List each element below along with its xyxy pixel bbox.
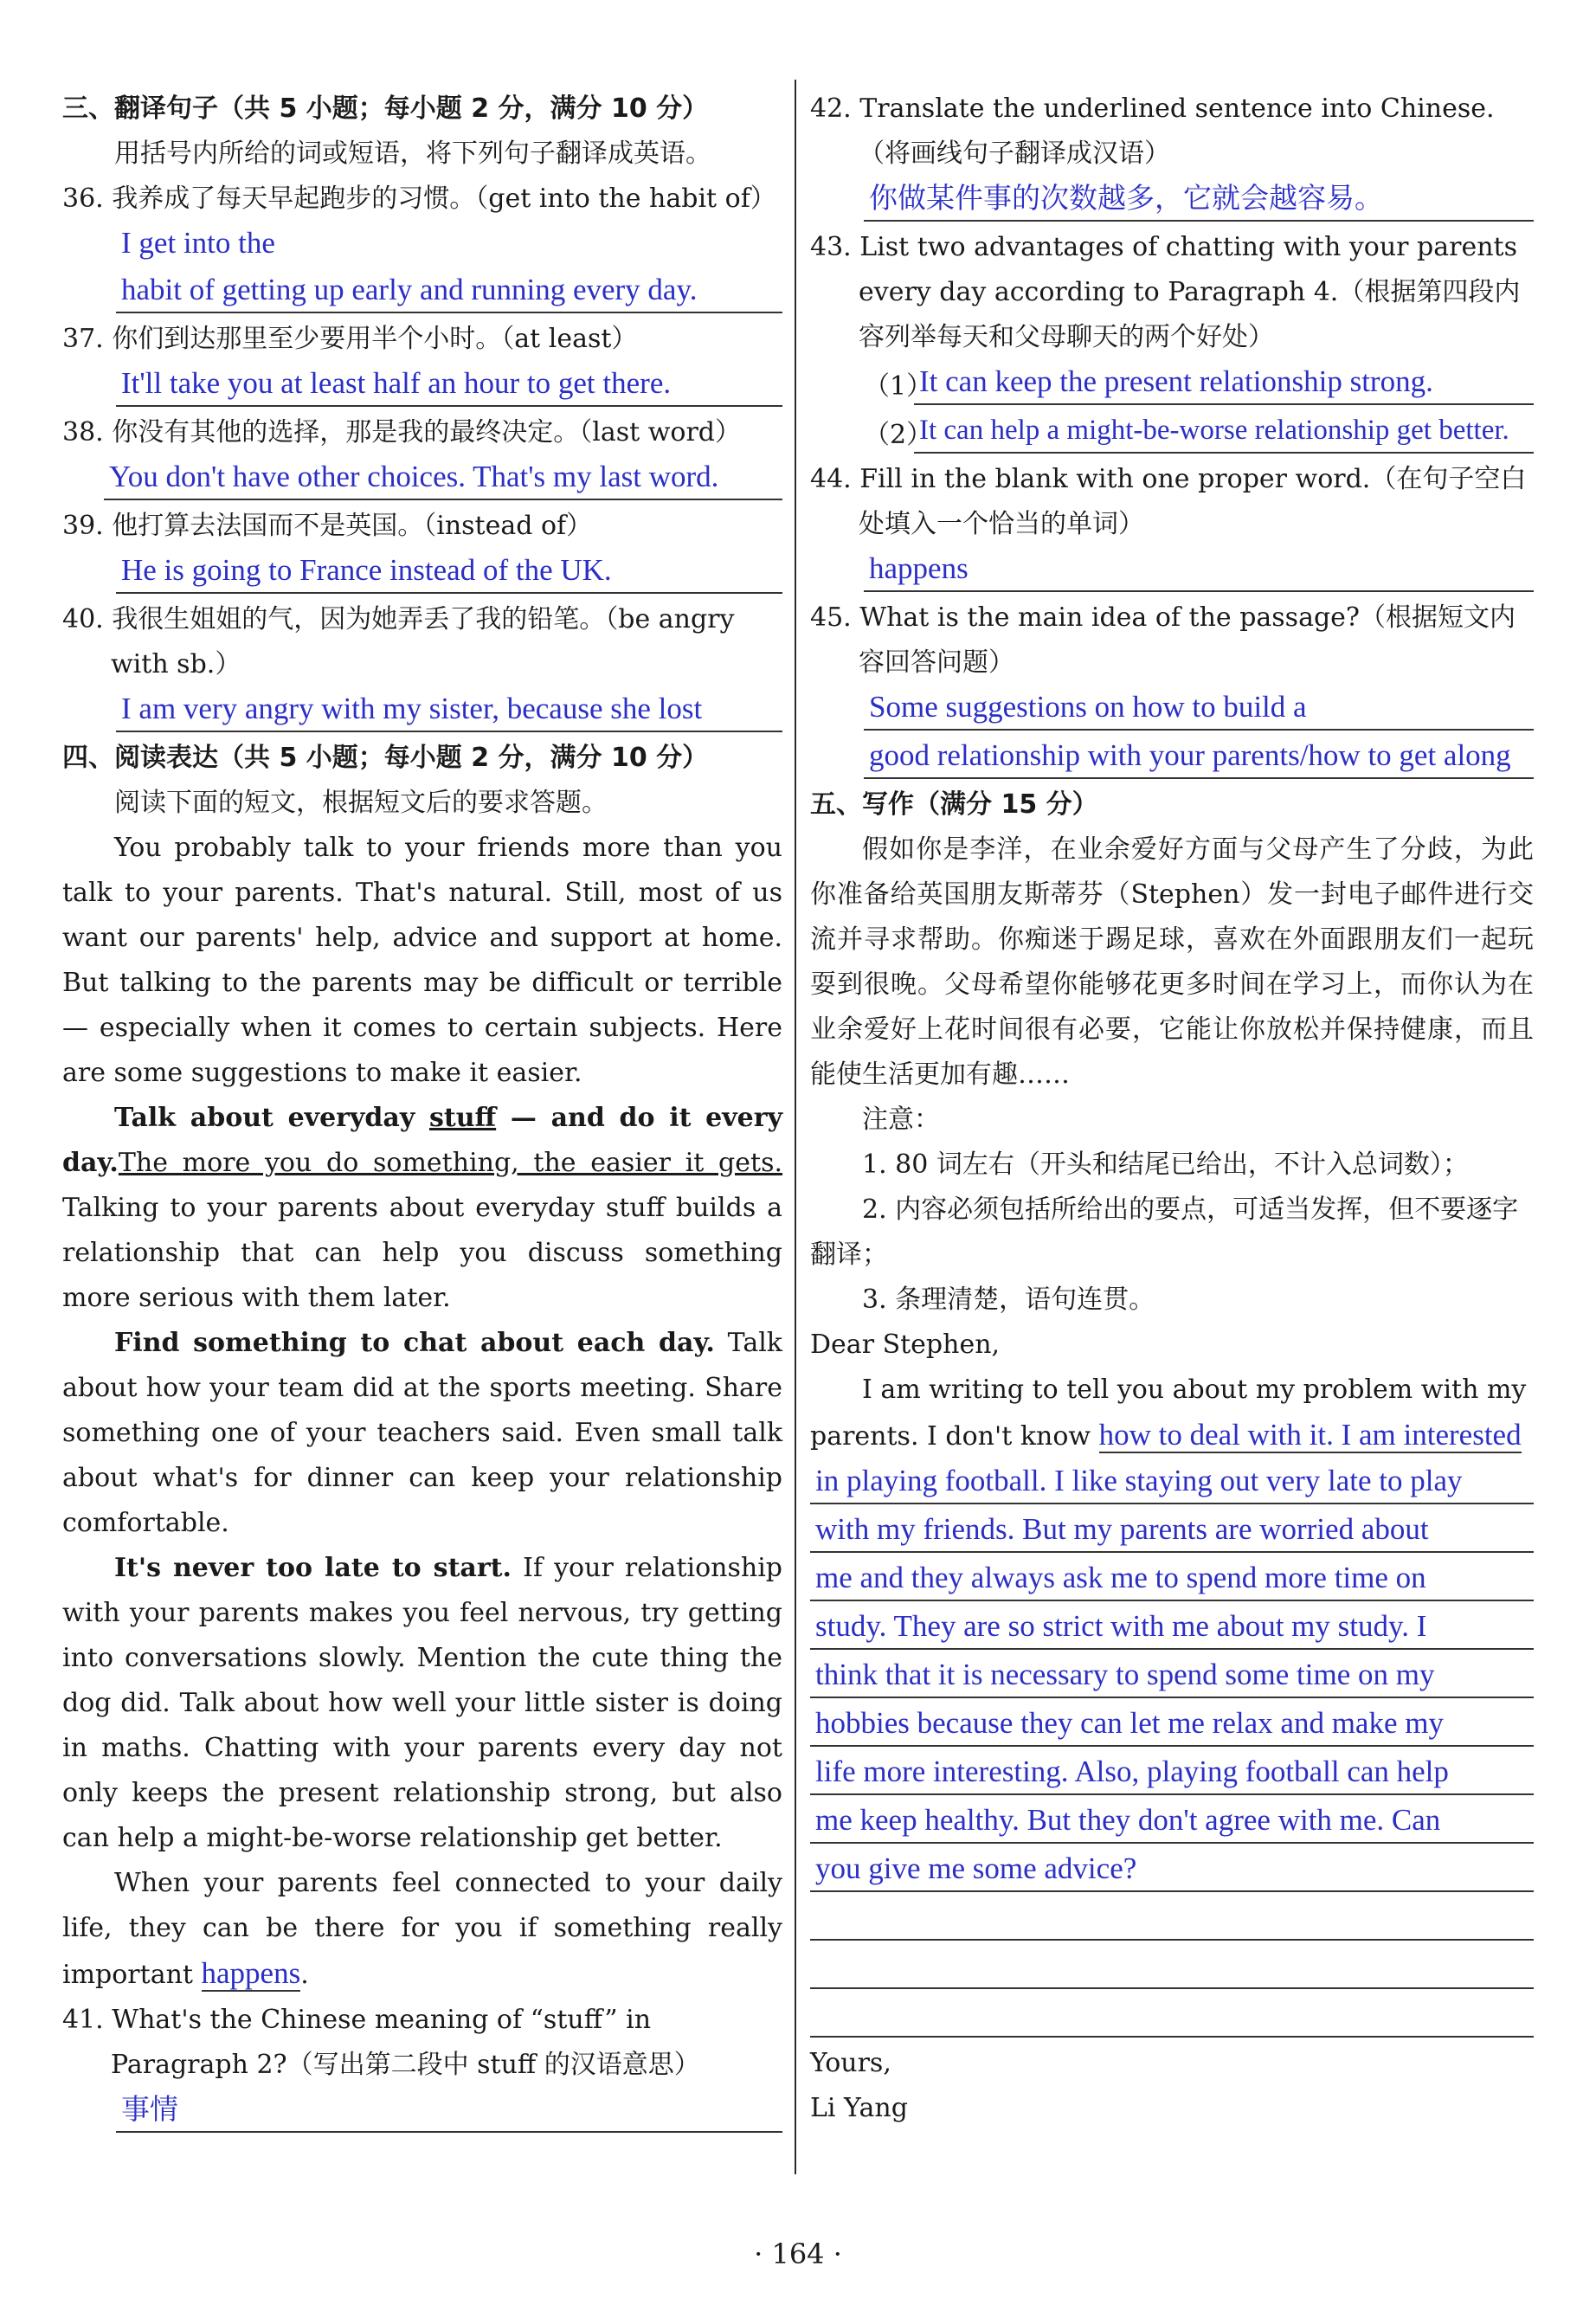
letter-greeting: Dear Stephen, <box>810 1330 1001 1360</box>
underlined-sentence: The more you do something, the easier it gets. <box>118 1148 782 1178</box>
note-3: 3. 条理清楚，语句连贯。 <box>862 1285 1155 1315</box>
letter-signature: Li Yang <box>810 2093 908 2123</box>
question-44: 44. Fill in the blank with one proper word.（在句子空白处填入一个恰当的单词） <box>810 464 1527 539</box>
paragraph-2-heading-b: — and do it every day. <box>62 1103 783 1178</box>
answer-39: He is going to France instead of the UK. <box>116 549 782 594</box>
question-41: 41. What's the Chinese meaning of “stuff” in Paragraph 2?（写出第二段中 stuff 的汉语意思） <box>62 2005 700 2080</box>
answer-36-line1: I get into the <box>121 226 275 260</box>
letter-line: you give me some advice? <box>810 1847 1534 1892</box>
letter-answer-lines <box>810 1459 1534 2038</box>
note-1: 1. 80 词左右（开头和结尾已给出，不计入总词数）； <box>862 1149 1469 1180</box>
stuff-underlined-word: stuff <box>428 1103 497 1133</box>
question-37: 37. 你们到达那里至少要用半个小时。（at least） <box>62 324 638 354</box>
letter-closing: Yours, <box>810 2048 891 2078</box>
empty-writing-line <box>810 1993 1534 2038</box>
question-43: 43. List two advantages of chatting with your parents every day according to Paragraph 4.（根据第四段内容列举每天和父母聊天的两个好处） <box>810 232 1521 352</box>
page-number: · 164 · <box>754 2238 842 2270</box>
answer-44-inline: happens <box>201 1956 301 1990</box>
answer-45-line2: good relationship with your parents/how to get along <box>864 734 1534 779</box>
question-36: 36. 我养成了每天早起跑步的习惯。（get into the habit of） <box>62 184 776 214</box>
empty-writing-line <box>810 1896 1534 1941</box>
answer-43-2: It can help a might-be-worse relationship get better. <box>914 409 1534 454</box>
section3-title: 三、翻译句子（共 5 小题；每小题 2 分，满分 10 分） <box>62 93 709 124</box>
letter-line: life more interesting. Also, playing football can help <box>810 1750 1534 1795</box>
note-2: 2. 内容必须包括所给出的要点，可适当发挥，但不要逐字翻译； <box>810 1194 1519 1270</box>
paragraph-3-heading: Find something to chat about each day. <box>114 1328 715 1358</box>
letter-line: think that it is necessary to spend some time on my <box>810 1653 1534 1698</box>
letter-line: hobbies because they can let me relax and make my <box>810 1702 1534 1747</box>
answer-40: I am very angry with my sister, because she lost <box>116 687 782 732</box>
paragraph-2-heading-a: Talk about everyday <box>114 1103 429 1133</box>
letter-line: with my friends. But my parents are worried about <box>810 1508 1534 1553</box>
question-40: 40. 我很生姐姐的气，因为她弄丢了我的铅笔。（be angry with sb.） <box>62 604 735 679</box>
writing-prompt: 假如你是李洋，在业余爱好方面与父母产生了分歧，为此你准备给英国朋友斯蒂芬（Stephen）发一封电子邮件进行交流并寻求帮助。你痴迷于踢足球，喜欢在外面跟朋友们一起玩耍到很晚。父母希望你能够花更多时间在学习上，而你认为在业余爱好上花时间很有必要，它能让你放松并保持健康，而且能使生活更加有趣…… <box>810 834 1534 1090</box>
answer-36-line2: habit of getting up early and running every day. <box>116 268 782 313</box>
answer-45-line1: Some suggestions on how to build a <box>864 686 1534 731</box>
paragraph-4-rest: If your relationship with your parents makes you feel nervous, try getting into conversations slowly. Mention the cute thing the dog did. Talk about how well your little sister is doing in maths. Chatting with your parents every day not only keeps the present relationship strong, but also can help a might-be-worse relationship get better. <box>62 1553 782 1853</box>
paragraph-3-rest: Talk about how your team did at the sports meeting. Share something one of your teachers said. Even small talk about what's for dinner can keep your relationship comfortable. <box>62 1328 782 1538</box>
letter-line: in playing football. I like staying out very late to play <box>810 1459 1534 1504</box>
right-column <box>810 87 1534 2131</box>
answer-43-item-2 <box>864 409 1534 457</box>
letter-line: me keep healthy. But they don't agree with me. Can <box>810 1799 1534 1844</box>
passage-paragraph-2 <box>62 1096 782 1321</box>
answer-43-num-2: （2） <box>864 420 933 450</box>
section4-title: 四、阅读表达（共 5 小题；每小题 2 分，满分 10 分） <box>62 743 709 773</box>
letter-answer-line1: how to deal with it. I am interested <box>1098 1418 1522 1452</box>
passage-paragraph-3 <box>62 1321 782 1546</box>
answer-43-1: It can keep the present relationship strong. <box>914 360 1534 405</box>
section4-instruction: 阅读下面的短文，根据短文后的要求答题。 <box>114 788 608 818</box>
section5-title: 五、写作（满分 15 分） <box>810 789 1098 820</box>
passage-paragraph-5: When your parents feel connected to your daily life, they can be there for you if something really important happens. <box>62 1868 782 1990</box>
empty-writing-line <box>810 1944 1534 1989</box>
answer-42: 你做某件事的次数越多，它就会越容易。 <box>864 177 1534 222</box>
answer-43-num-1: （1） <box>864 371 933 402</box>
letter-line: study. They are so strict with me about my study. I <box>810 1605 1534 1650</box>
question-45: 45. What is the main idea of the passage?（根据短文内容回答问题） <box>810 602 1516 678</box>
answer-43-item-1 <box>864 360 1534 409</box>
question-42: 42. Translate the underlined sentence into Chinese.（将画线句子翻译成汉语） <box>810 93 1495 169</box>
answer-44: happens <box>864 547 1534 592</box>
paragraph-5-text: When your parents feel connected to your daily life, they can be there for you if something really important <box>62 1868 782 1990</box>
question-39: 39. 他打算去法国而不是英国。（instead of） <box>62 511 593 541</box>
letter-line: me and they always ask me to spend more time on <box>810 1556 1534 1601</box>
paragraph-2-rest: Talking to your parents about everyday stuff builds a relationship that can help you discuss something more serious with them later. <box>62 1193 782 1313</box>
answer-37: It'll take you at least half an hour to get there. <box>116 362 782 407</box>
left-column <box>62 87 782 2136</box>
answer-38: You don't have other choices. That's my last word. <box>104 455 782 500</box>
section3-instruction: 用括号内所给的词或短语，将下列句子翻译成英语。 <box>114 138 711 169</box>
column-divider <box>795 80 796 2174</box>
letter-opening <box>810 1368 1534 1459</box>
question-38: 38. 你没有其他的选择，那是我的最终决定。（last word） <box>62 417 741 448</box>
letter-opening-text: I am writing to tell you about my problem with my parents. I don't know <box>810 1375 1527 1452</box>
passage-paragraph-4 <box>62 1546 782 1861</box>
note-title: 注意： <box>862 1104 940 1135</box>
paragraph-4-heading: It's never too late to start. <box>114 1553 512 1583</box>
answer-41: 事情 <box>116 2088 782 2133</box>
passage-paragraph-1: You probably talk to your friends more than you talk to your parents. That's natural. Still, most of us want our parents' help, advice and support at home. But talking to the parents may be difficult or terrible — especially when it comes to certain subjects. Here are some suggestions to make it easier. <box>62 833 782 1088</box>
